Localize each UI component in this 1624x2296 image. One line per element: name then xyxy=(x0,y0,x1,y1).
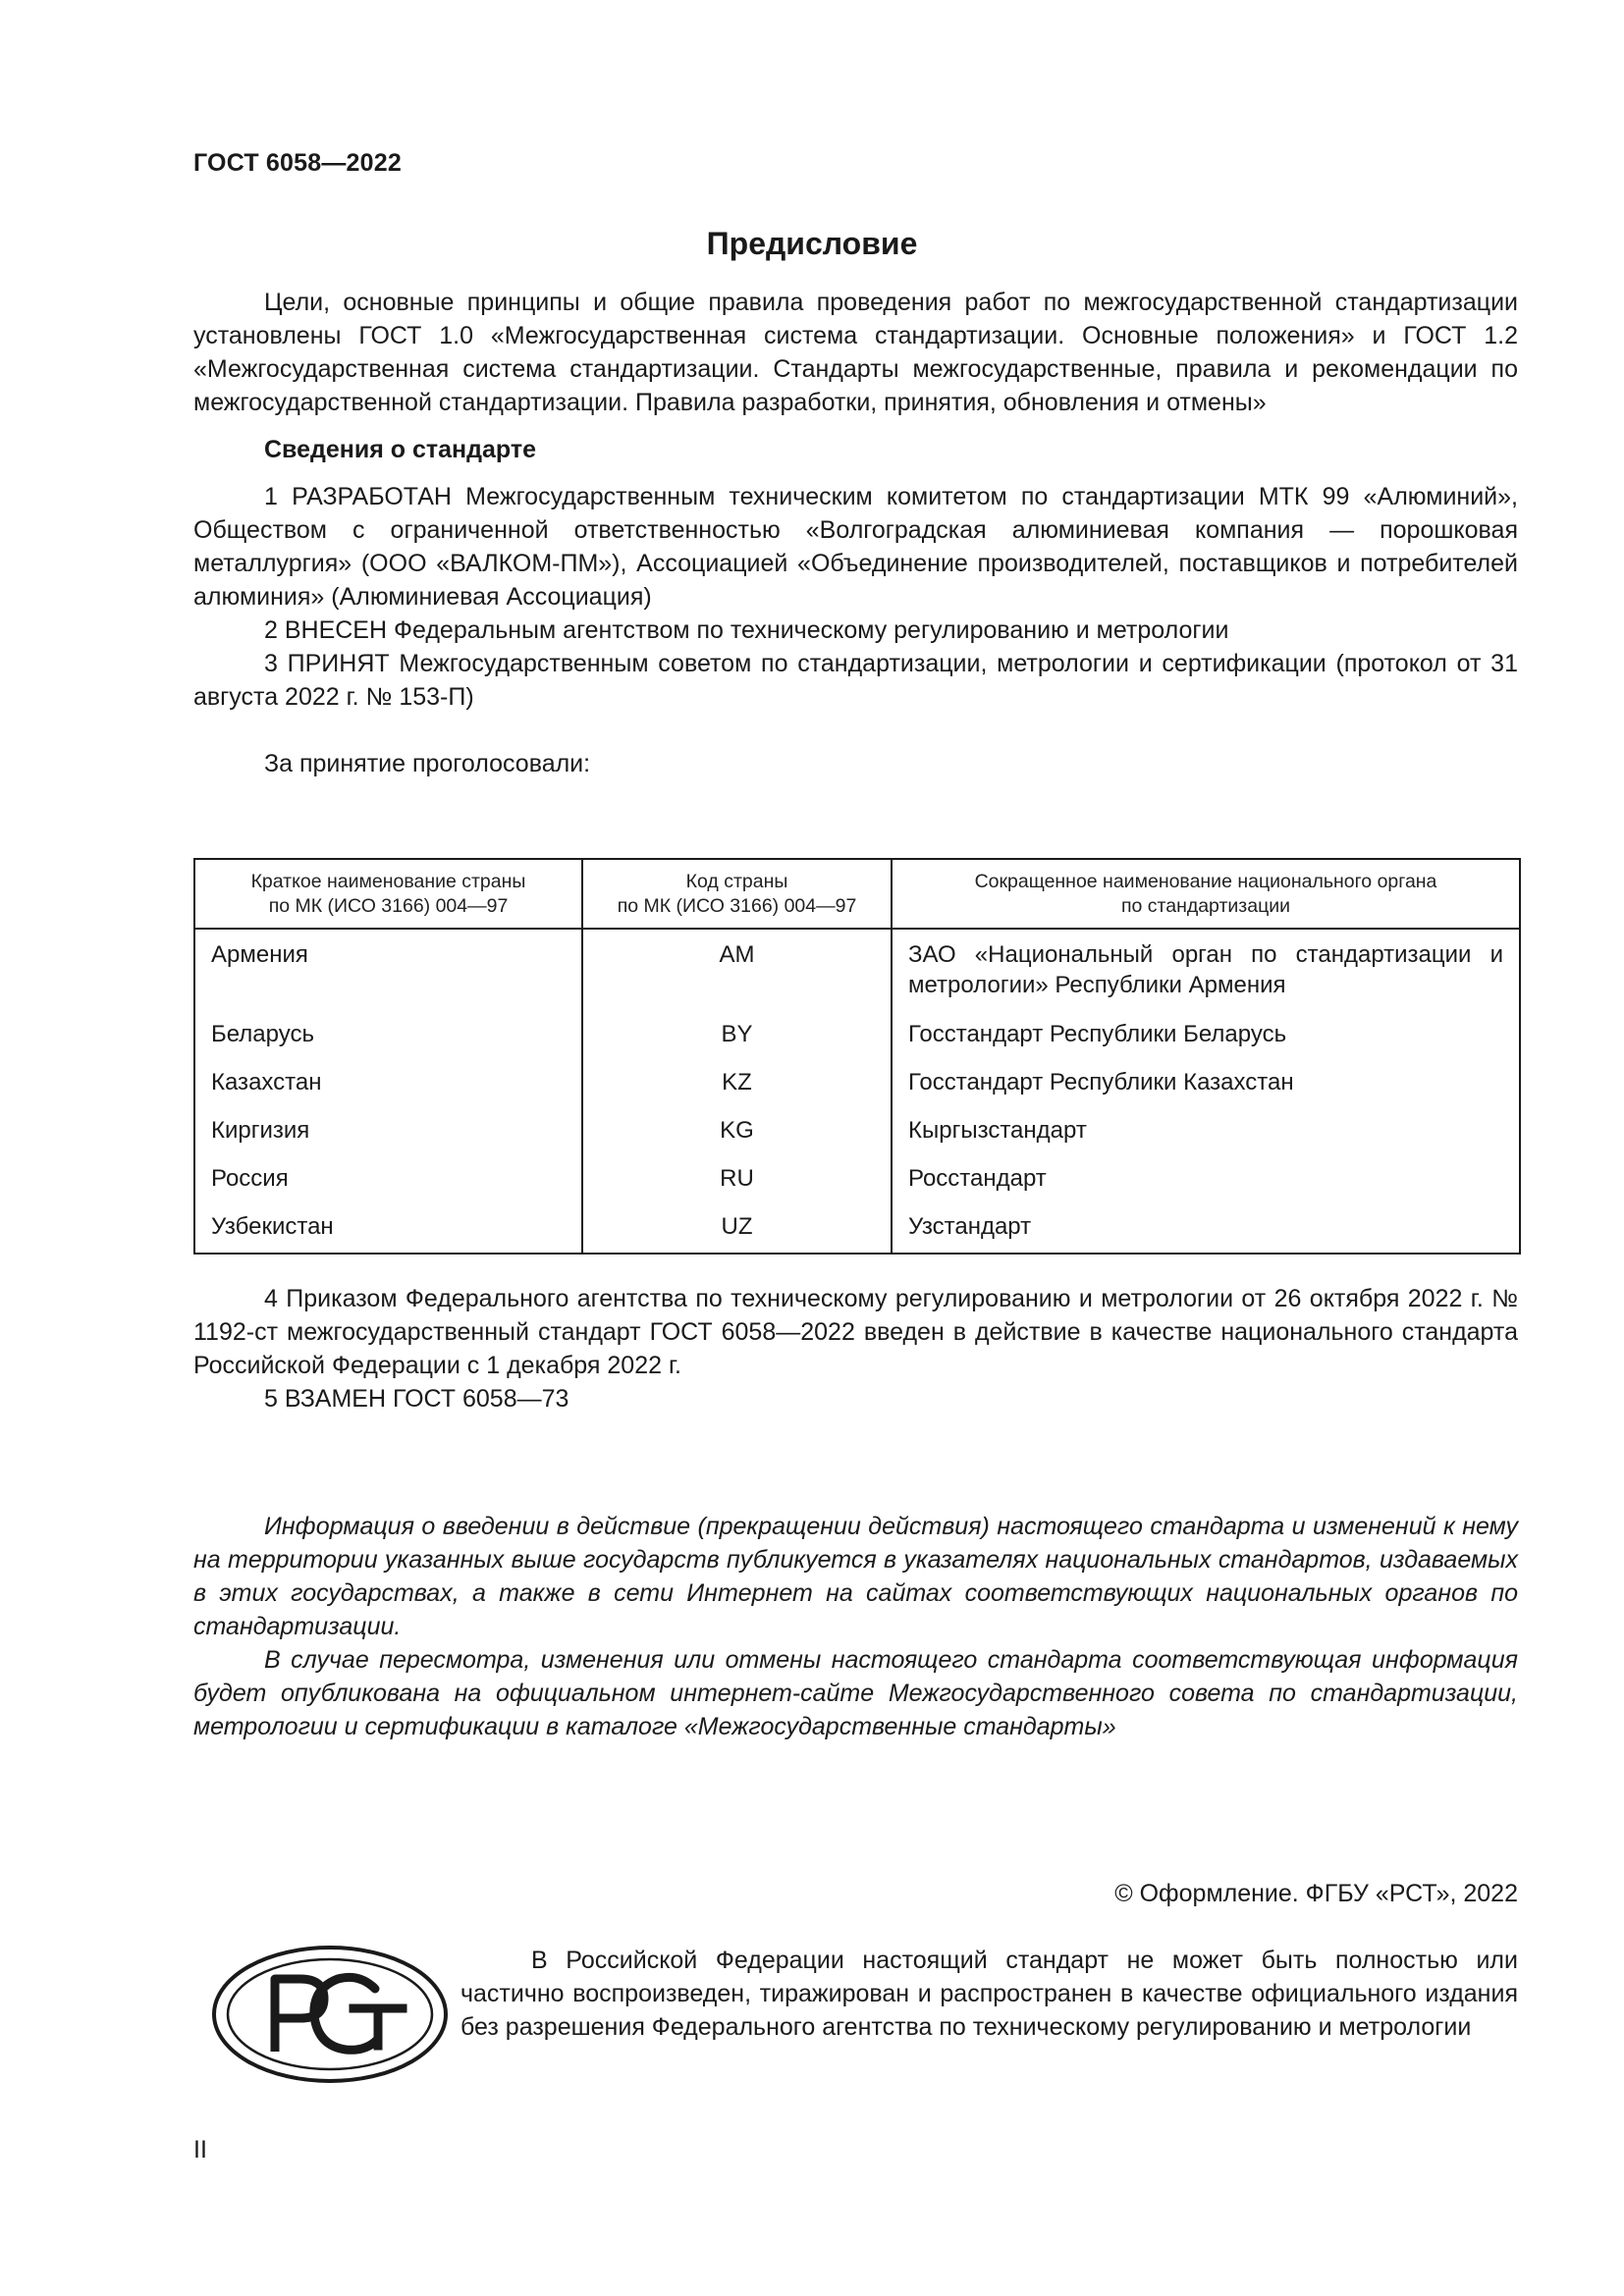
table-row xyxy=(194,1154,1520,1202)
cell-country: Узбекистан xyxy=(194,1202,582,1254)
cell-org: Узстандарт xyxy=(908,1213,1032,1240)
header-code: Код страны по МК (ИСО 3166) 004—97 xyxy=(582,859,892,929)
item-order: 4 Приказом Федерального агентства по техническому регулированию и метрологии от 26 октября 2022 г. № 1192-ст межгосударственный стандарт ГОСТ 6058—2022 введен в действие в качестве национального стандарта Российской Федерации с 1 декабря 2022 г. xyxy=(193,1285,1518,1379)
table-header-row xyxy=(194,859,1520,929)
item-replaces: 5 ВЗАМЕН ГОСТ 6058—73 xyxy=(264,1385,569,1413)
cell-org: Росстандарт xyxy=(908,1165,1047,1192)
item-developed: 1 РАЗРАБОТАН Межгосударственным техническим комитетом по стандартизации МТК 99 «Алюминий», Обществом с ограниченной ответственностью «Волгоградская алюминиевая компания — порошковая металлургия» (ООО «ВАЛКОМ-ПМ»), Ассоциацией «Объединение производителей, поставщиков и потребителей алюминия» (Алюминиевая Ассоциация) xyxy=(193,483,1518,611)
table-row xyxy=(194,1202,1520,1254)
rights-paragraph: В Российской Федерации настоящий стандарт не может быть полностью или частично воспроизведен, тиражирован и распространен в качестве официального издания без разрешения Федерального агентства по техническому регулированию и метрологии xyxy=(460,1947,1518,2041)
table-row xyxy=(194,1010,1520,1058)
cell-country: Казахстан xyxy=(194,1058,582,1106)
item-introduced: 2 ВНЕСЕН Федеральным агентством по техническому регулированию и метрологии xyxy=(264,616,1229,644)
notice-paragraph-2: В случае пересмотра, изменения или отмены настоящего стандарта соответствующая информация будет опубликована на официальном интернет-сайте Межгосударственного совета по стандартизации, метрологии и сертификации в каталоге «Межгосударственные стандарты» xyxy=(193,1646,1518,1740)
page-number: II xyxy=(193,2136,207,2163)
cell-code: KZ xyxy=(582,1058,892,1106)
voting-table xyxy=(193,858,1521,1255)
document-code: ГОСТ 6058—2022 xyxy=(193,149,402,177)
notice-paragraph-1: Информация о введении в действие (прекращении действия) настоящего стандарта и изменений к нему на территории указанных выше государств публикуется в указателях национальных стандартов, издаваемых в этих государствах, а также в сети Интернет на сайтах соответствующих национальных органов по стандартизации. xyxy=(193,1513,1518,1640)
cell-country: Киргизия xyxy=(194,1106,582,1154)
cell-country: Россия xyxy=(194,1154,582,1202)
cell-code: UZ xyxy=(582,1202,892,1254)
cell-code: RU xyxy=(582,1154,892,1202)
table-row xyxy=(194,1106,1520,1154)
cell-code: KG xyxy=(582,1106,892,1154)
cell-org: Госстандарт Республики Казахстан xyxy=(908,1069,1294,1095)
cell-org: Кыргызстандарт xyxy=(908,1117,1087,1144)
item-adopted: 3 ПРИНЯТ Межгосударственным советом по стандартизации, метрологии и сертификации (протокол от 31 августа 2022 г. № 153-П) xyxy=(193,650,1518,711)
header-org: Сокращенное наименование национального органа по стандартизации xyxy=(892,859,1520,929)
cell-country: Беларусь xyxy=(194,1010,582,1058)
rst-seal-icon xyxy=(210,1944,450,2085)
voting-table-wrap xyxy=(193,858,1519,1255)
notice-block xyxy=(193,1510,1518,1743)
cell-org: Госстандарт Республики Беларусь xyxy=(908,1021,1287,1047)
cell-org: ЗАО «Национальный орган по стандартизации и метрологии» Республики Армения xyxy=(908,941,1503,998)
foreword-body-continued xyxy=(193,1282,1518,1415)
cell-code: BY xyxy=(582,1010,892,1058)
intro-paragraph: Цели, основные принципы и общие правила проведения работ по межгосударственной стандартизации установлены ГОСТ 1.0 «Межгосударственная система стандартизации. Основные положения» и ГОСТ 1.2 «Межгосударственная система стандартизации. Стандарты межгосударственные, правила и рекомендации по межгосударственной стандартизации. Правила разработки, принятия, обновления и отмены» xyxy=(193,289,1518,416)
info-heading: Сведения о стандарте xyxy=(264,436,537,463)
header-country: Краткое наименование страны по МК (ИСО 3166) 004—97 xyxy=(194,859,582,929)
table-row xyxy=(194,929,1520,1010)
page-title: Предисловие xyxy=(706,226,918,261)
cell-country: Армения xyxy=(194,929,582,1010)
voted-label: За принятие проголосовали: xyxy=(264,750,591,777)
rights-notice xyxy=(460,1944,1518,2044)
table-row xyxy=(194,1058,1520,1106)
foreword-body xyxy=(193,286,1518,780)
cell-code: AM xyxy=(582,929,892,1010)
copyright-line: © Оформление. ФГБУ «РСТ», 2022 xyxy=(1114,1880,1518,1907)
